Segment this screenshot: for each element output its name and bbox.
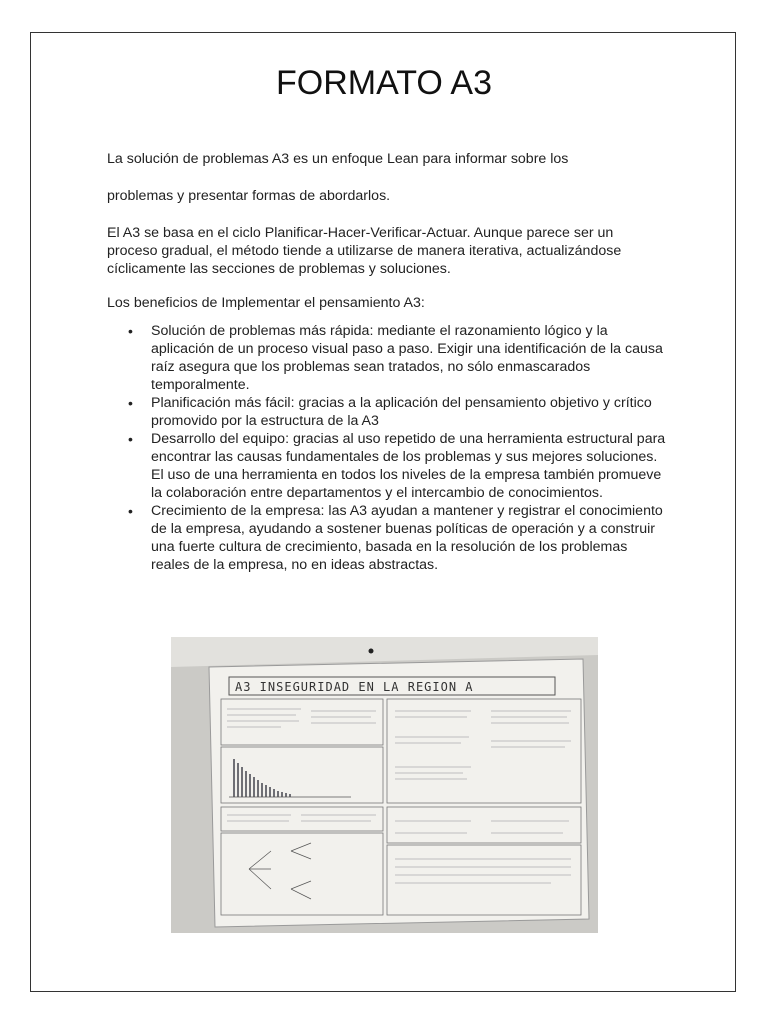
page-title: FORMATO A3 [275, 64, 492, 102]
benefit-item: • Planificación más fácil: gracias a la aplicación del pensamiento objetivo y crítico promovido por la estructura de la A3 [151, 394, 667, 430]
benefit-item: • Crecimiento de la empresa: las A3 ayudan a mantener y registrar el conocimiento de la empresa, ayudando a sostener buenas políticas de operación y a construir una fuerte cultura de crecimiento, basada en la resolución de los problemas reales de la empresa, no en ideas abstractas. [151, 502, 667, 574]
benefits-intro: Los beneficios de Implementar el pensamiento A3: [107, 295, 425, 311]
benefit-item: • Desarrollo del equipo: gracias al uso repetido de una herramienta estructural para encontrar las causas fundamentales de los problemas y sus mejores soluciones. El uso de una herramienta en todos los niveles de la empresa también promueve la colaboración entre departamentos y el intercambio de conocimientos. [151, 430, 667, 502]
intro-line-1: La solución de problemas A3 es un enfoque Lean para informar sobre los [107, 151, 569, 167]
benefits-list [107, 322, 667, 574]
poster-illustration [171, 637, 598, 933]
intro-line-2: problemas y presentar formas de abordarlos. [107, 188, 391, 204]
pdca-paragraph: El A3 se basa en el ciclo Planificar-Hacer-Verificar-Actuar. Aunque parece ser un proceso gradual, el método tiende a utilizarse de manera iterativa, actualizándose cíclicamente las secciones de problemas y soluciones. [107, 225, 622, 277]
benefit-item: • Solución de problemas más rápida: mediante el razonamiento lógico y la aplicación de un proceso visual paso a paso. Exigir una identificación de la causa raíz asegura que los problemas sean tratados, no sólo enmascarados temporalmente. [151, 322, 667, 394]
poster-heading: A3 INSEGURIDAD EN LA REGION A [235, 680, 474, 694]
a3-poster-photo [171, 637, 598, 933]
